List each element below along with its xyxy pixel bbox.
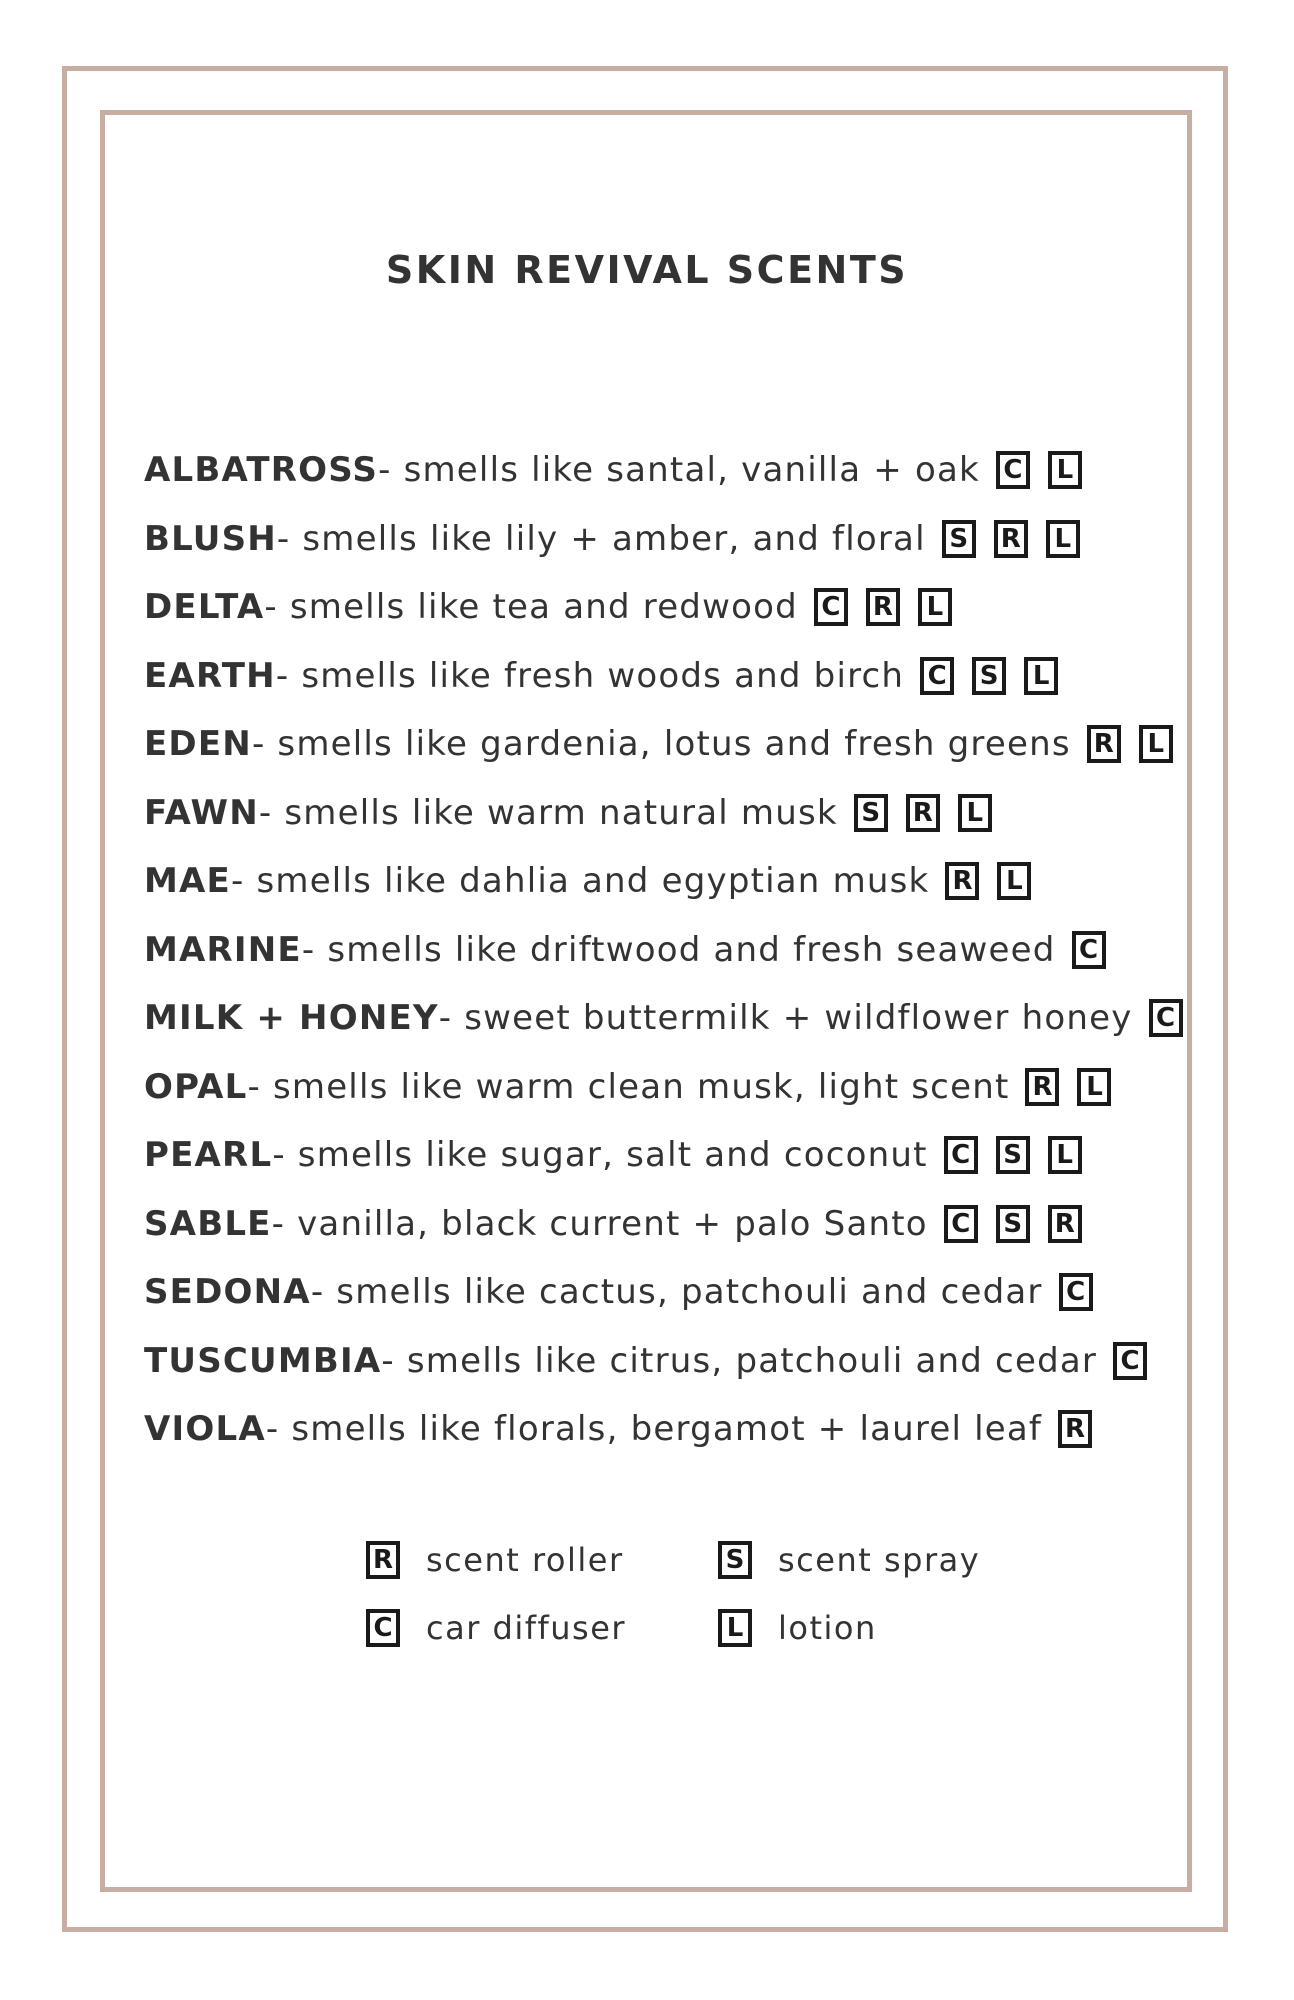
scent-description: - smells like tea and redwood xyxy=(264,587,798,628)
scent-name: FAWN xyxy=(144,792,259,833)
scent-description: - smells like gardenia, lotus and fresh greens xyxy=(251,724,1071,765)
code-c-icon: C xyxy=(814,588,848,626)
code-c-icon: C xyxy=(944,1205,978,1243)
scent-name: PEARL xyxy=(144,1135,273,1176)
scent-row xyxy=(144,1395,1174,1464)
code-l-icon: L xyxy=(1048,451,1082,489)
scent-name: VIOLA xyxy=(144,1409,266,1450)
product-codes xyxy=(1149,999,1183,1037)
scent-description: - smells like driftwood and fresh seaweed xyxy=(301,929,1056,970)
legend-item xyxy=(718,1540,1006,1580)
code-c-icon: C xyxy=(920,657,954,695)
scent-row xyxy=(144,436,1174,505)
code-c-icon: C xyxy=(1059,1273,1093,1311)
code-r-icon: R xyxy=(945,862,979,900)
scent-description: - smells like citrus, patchouli and cedar xyxy=(381,1340,1098,1381)
product-codes xyxy=(996,451,1082,489)
scent-name: MILK + HONEY xyxy=(144,998,439,1039)
scent-name: BLUSH xyxy=(144,518,277,559)
code-l-icon: L xyxy=(1077,1068,1111,1106)
legend-label: scent roller xyxy=(426,1541,624,1579)
code-c-icon: C xyxy=(944,1136,978,1174)
scent-name: SEDONA xyxy=(144,1272,311,1313)
product-codes xyxy=(920,657,1058,695)
scent-name: OPAL xyxy=(144,1066,248,1107)
scent-row xyxy=(144,573,1174,642)
product-codes xyxy=(944,1205,1082,1243)
code-c-icon: C xyxy=(996,451,1030,489)
legend-item xyxy=(366,1608,718,1648)
code-r-icon: R xyxy=(906,794,940,832)
code-l-icon: L xyxy=(997,862,1031,900)
product-codes xyxy=(814,588,952,626)
product-codes xyxy=(854,794,992,832)
scent-description: - smells like florals, bergamot + laurel leaf xyxy=(265,1409,1043,1450)
product-codes xyxy=(1087,725,1173,763)
code-r-icon: R xyxy=(866,588,900,626)
code-r-icon: R xyxy=(1058,1410,1092,1448)
code-l-icon: L xyxy=(1024,657,1058,695)
code-r-icon: R xyxy=(366,1541,400,1579)
product-codes xyxy=(1025,1068,1111,1106)
scent-name: MARINE xyxy=(144,929,302,970)
code-c-icon: C xyxy=(1113,1342,1147,1380)
code-l-icon: L xyxy=(718,1609,752,1647)
code-s-icon: S xyxy=(942,520,976,558)
code-r-icon: R xyxy=(1025,1068,1059,1106)
code-c-icon: C xyxy=(1149,999,1183,1037)
scent-description: - smells like sugar, salt and coconut xyxy=(272,1135,928,1176)
product-codes xyxy=(1072,931,1106,969)
scent-row xyxy=(144,1053,1174,1122)
scent-row xyxy=(144,505,1174,574)
legend-label: car diffuser xyxy=(426,1609,627,1647)
product-codes xyxy=(1058,1410,1092,1448)
code-s-icon: S xyxy=(718,1541,752,1579)
scent-name: MAE xyxy=(144,861,231,902)
product-codes xyxy=(945,862,1031,900)
legend-label: scent spray xyxy=(778,1541,981,1579)
scent-row xyxy=(144,847,1174,916)
code-c-icon: C xyxy=(366,1609,400,1647)
code-s-icon: S xyxy=(854,794,888,832)
scent-row xyxy=(144,779,1174,848)
scent-description: - smells like lily + amber, and floral xyxy=(276,518,926,559)
scent-description: - vanilla, black current + palo Santo xyxy=(271,1203,928,1244)
code-l-icon: L xyxy=(1048,1136,1082,1174)
scent-name: EDEN xyxy=(144,724,252,765)
legend xyxy=(366,1540,1006,1648)
code-s-icon: S xyxy=(996,1136,1030,1174)
code-s-icon: S xyxy=(972,657,1006,695)
code-c-icon: C xyxy=(1072,931,1106,969)
code-r-icon: R xyxy=(1048,1205,1082,1243)
product-codes xyxy=(1059,1273,1093,1311)
code-s-icon: S xyxy=(996,1205,1030,1243)
scent-row xyxy=(144,1121,1174,1190)
scent-description: - sweet buttermilk + wildflower honey xyxy=(438,998,1133,1039)
scent-name: EARTH xyxy=(144,655,276,696)
product-codes xyxy=(942,520,1080,558)
legend-item xyxy=(718,1608,1006,1648)
code-r-icon: R xyxy=(994,520,1028,558)
code-l-icon: L xyxy=(958,794,992,832)
scent-name: ALBATROSS xyxy=(144,450,379,491)
scent-row xyxy=(144,916,1174,985)
product-codes xyxy=(944,1136,1082,1174)
scent-row xyxy=(144,710,1174,779)
code-l-icon: L xyxy=(1139,725,1173,763)
scent-description: - smells like dahlia and egyptian musk xyxy=(230,861,930,902)
code-r-icon: R xyxy=(1087,725,1121,763)
scent-row xyxy=(144,984,1174,1053)
scent-name: DELTA xyxy=(144,587,265,628)
legend-label: lotion xyxy=(778,1609,877,1647)
code-l-icon: L xyxy=(918,588,952,626)
scent-name: TUSCUMBIA xyxy=(144,1340,382,1381)
scent-row xyxy=(144,1190,1174,1259)
scent-description: - smells like warm clean musk, light scent xyxy=(247,1066,1010,1107)
scent-name: SABLE xyxy=(144,1203,272,1244)
page-title: SKIN REVIVAL SCENTS xyxy=(385,248,909,292)
scent-list xyxy=(144,436,1174,1464)
scent-row xyxy=(144,1327,1174,1396)
scent-description: - smells like warm natural musk xyxy=(258,792,838,833)
legend-item xyxy=(366,1540,718,1580)
scent-description: - smells like fresh woods and birch xyxy=(275,655,905,696)
scent-row xyxy=(144,1258,1174,1327)
scent-row xyxy=(144,642,1174,711)
scent-description: - smells like cactus, patchouli and cedar xyxy=(310,1272,1043,1313)
scent-description: - smells like santal, vanilla + oak xyxy=(378,450,980,491)
product-codes xyxy=(1113,1342,1147,1380)
code-l-icon: L xyxy=(1046,520,1080,558)
